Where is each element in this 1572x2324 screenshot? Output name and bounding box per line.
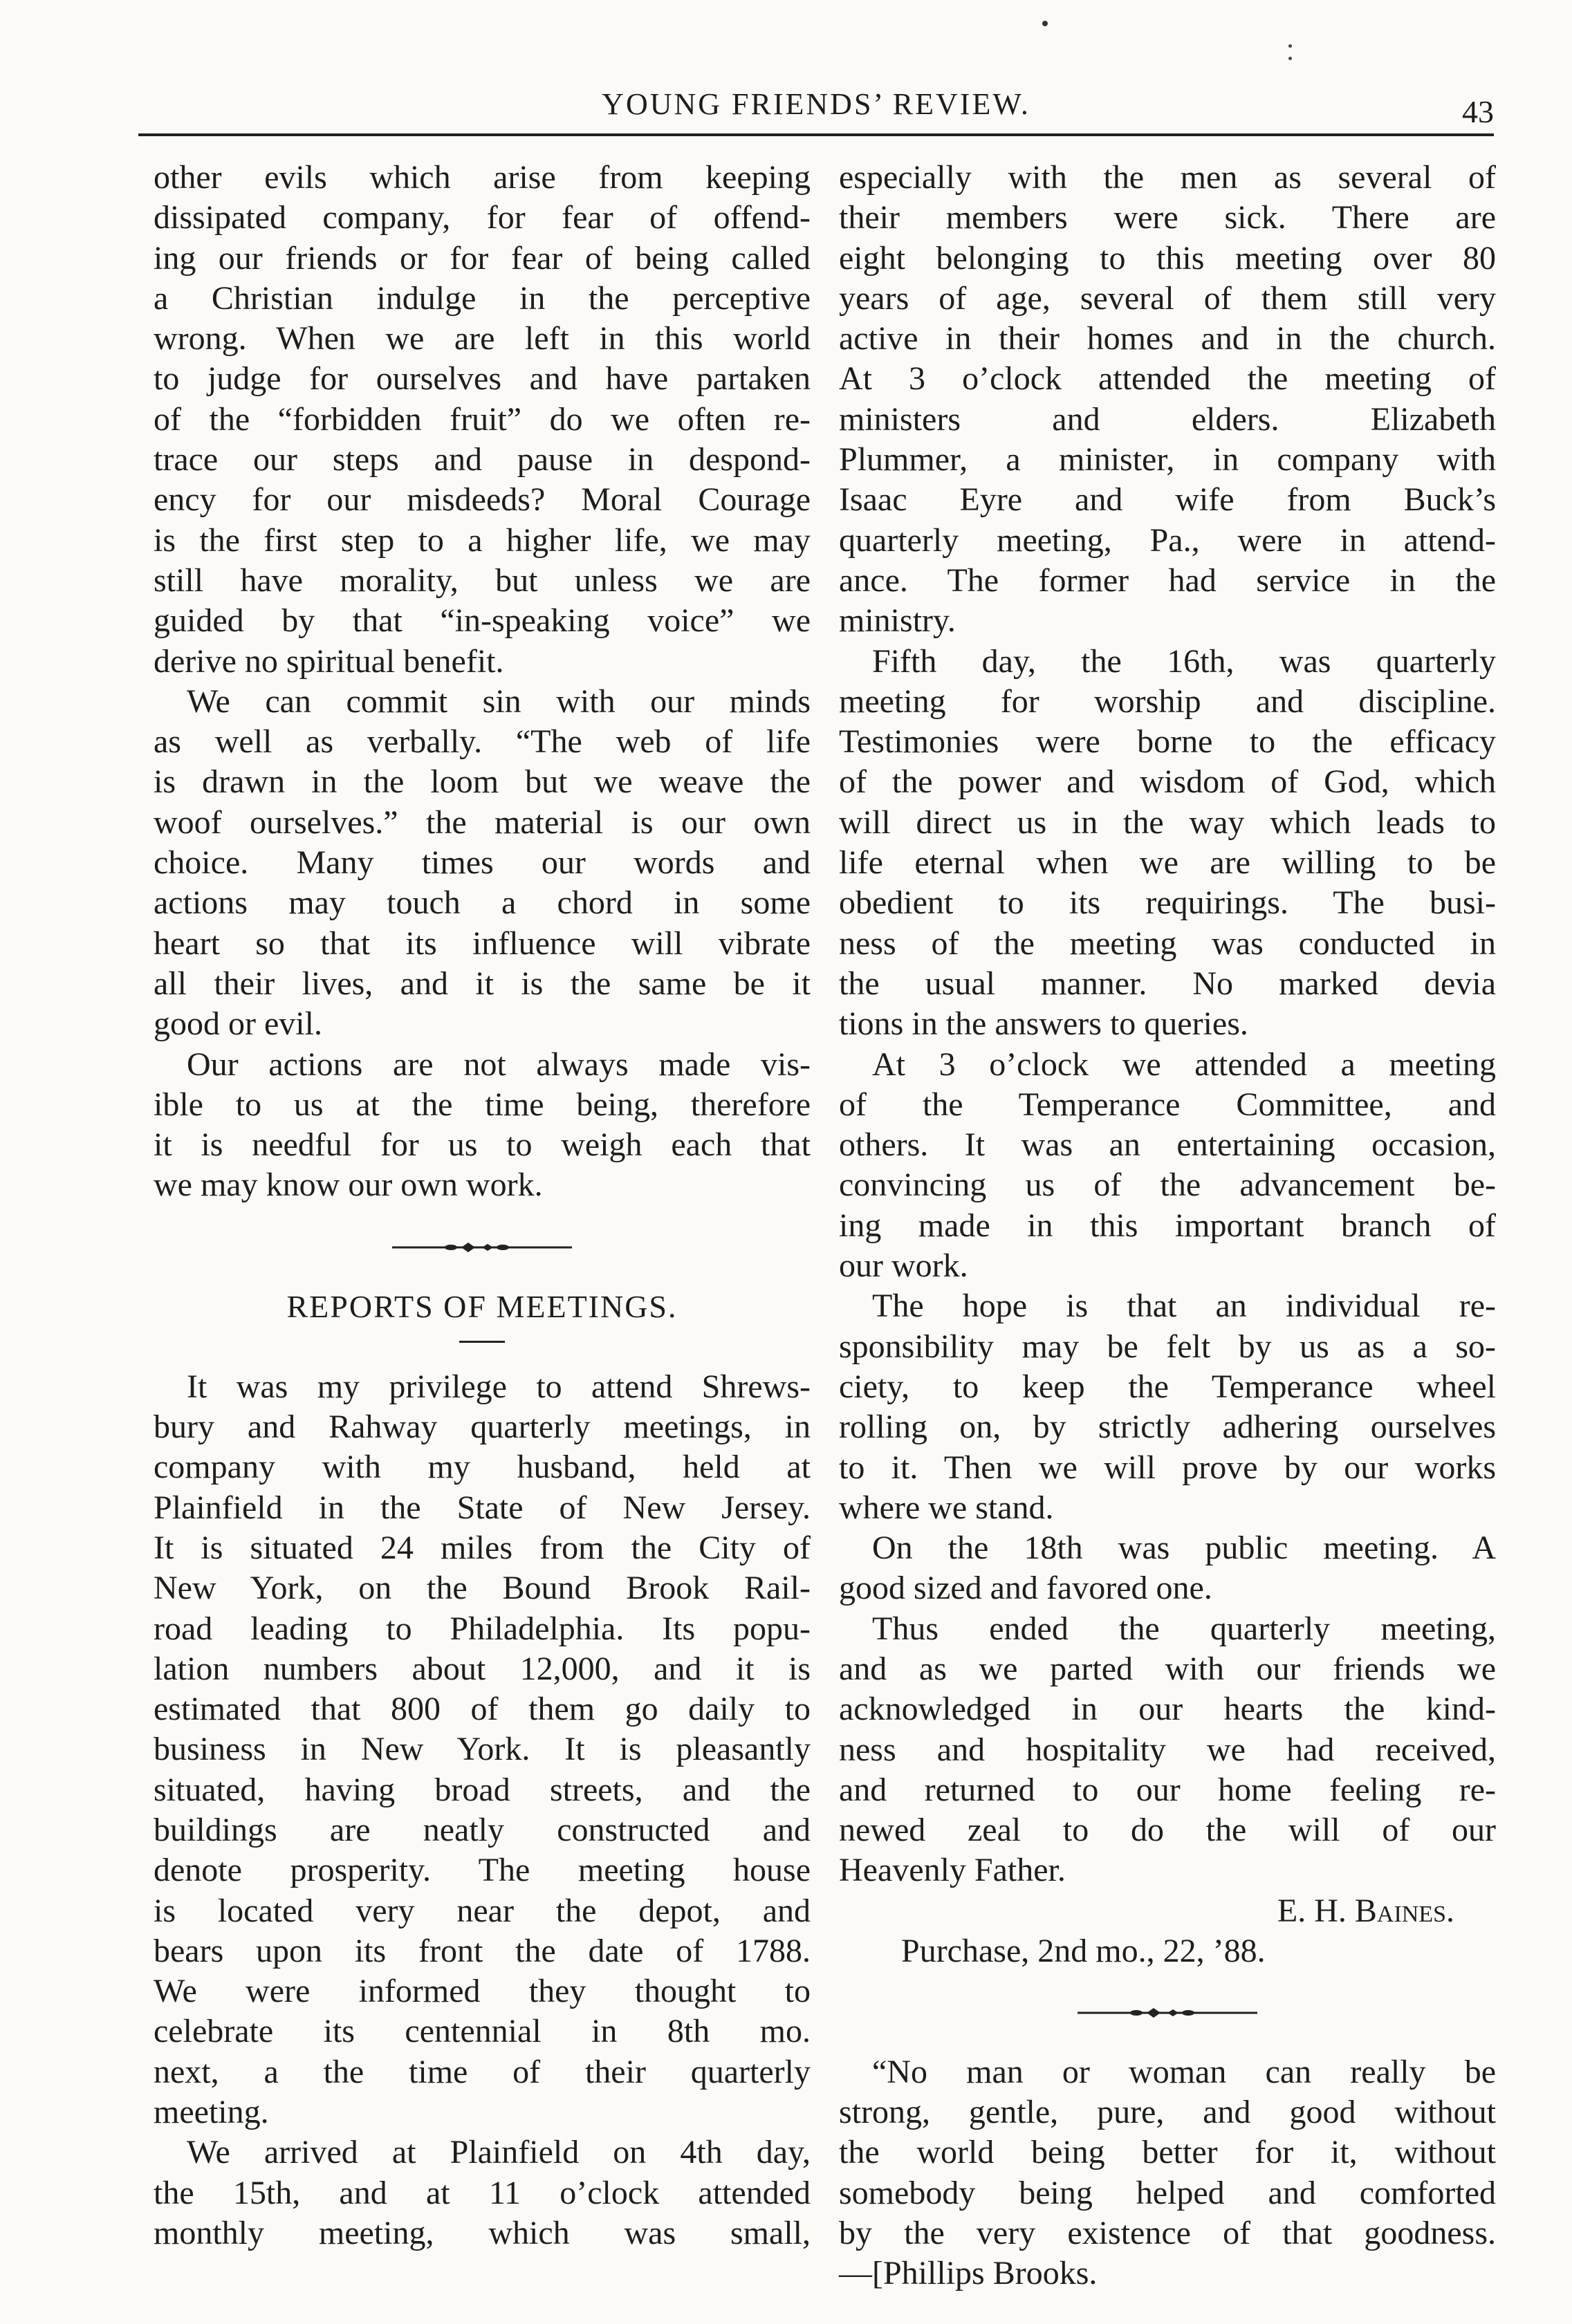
page-header (138, 80, 1494, 135)
text-line: the world being better for it, without (839, 2134, 1496, 2171)
text-line: ministry. (839, 602, 956, 640)
text-line: we may know our own work. (154, 1166, 543, 1204)
short-rule (154, 1327, 811, 1367)
text-line: of the “forbidden fruit” do we often re- (154, 400, 811, 438)
text-line: ing our friends or for fear of being called (154, 239, 811, 277)
text-line: will direct us in the way which leads to (839, 803, 1496, 841)
paragraph (154, 1045, 811, 1206)
text-line: rolling on, by strictly adhering ourselves (839, 1409, 1496, 1446)
text-line: ness and hospitality we had received, (839, 1731, 1496, 1768)
text-line: business in New York. It is pleasantly (154, 1731, 811, 1768)
text-line: Heavenly Father. (839, 1852, 1066, 1889)
text-line: monthly meeting, which was small, (154, 2214, 811, 2251)
text-line: tions in the answers to queries. (839, 1005, 1248, 1043)
text-line: We arrived at Plainfield on 4th day, (187, 2134, 811, 2171)
page-number: 43 (1462, 94, 1494, 129)
text-line: company with my husband, held at (154, 1449, 811, 1486)
text-line: choice. Many times our words and (154, 844, 811, 882)
paragraph (839, 1286, 1496, 1528)
text-line: guided by that “in-speaking voice” we (154, 602, 811, 640)
text-line: somebody being helped and comforted (839, 2174, 1496, 2211)
text-line: ance. The former had service in the (839, 561, 1496, 599)
print-speck (1042, 21, 1048, 26)
print-speck (1288, 44, 1292, 48)
text-line: We can commit sin with our minds (187, 682, 811, 720)
text-line: others. It was an entertaining occasion, (839, 1126, 1496, 1164)
text-line: and returned to our home feeling re- (839, 1771, 1496, 1808)
text-line: it is needful for us to weigh each that (154, 1126, 811, 1164)
text-line: meeting. (154, 2094, 269, 2131)
text-line: to judge for ourselves and have partaken (154, 360, 811, 398)
text-line: ible to us at the time being, therefore (154, 1086, 811, 1123)
text-line: heart so that its influence will vibrate (154, 924, 811, 962)
paragraph (839, 642, 1496, 1045)
right-column (839, 158, 1496, 2294)
section-heading: REPORTS OF MEETINGS. (286, 1288, 678, 1324)
text-line: our work. (839, 1247, 968, 1285)
text-line: On the 18th was public meeting. A (872, 1530, 1496, 1567)
text-line: Isaac Eyre and wife from Buck’s (839, 481, 1496, 519)
text-line: convincing us of the advancement be- (839, 1166, 1496, 1204)
text-line: by the very existence of that goodness. (839, 2214, 1496, 2251)
text-line: good or evil. (154, 1005, 322, 1043)
text-line: woof ourselves.” the material is our own (154, 803, 811, 841)
quotation (839, 2052, 1496, 2294)
text-line: Our actions are not always made vis- (187, 1045, 811, 1083)
text-line: newed zeal to do the will of our (839, 1812, 1496, 1849)
text-line: sponsibility may be felt by us as a so- (839, 1328, 1496, 1365)
text-line: New York, on the Bound Brook Rail- (154, 1570, 811, 1607)
text-line: active in their homes and in the church. (839, 320, 1496, 357)
text-line: meeting for worship and discipline. (839, 682, 1496, 720)
text-line: derive no spiritual benefit. (154, 642, 504, 680)
text-line: celebrate its centennial in 8th mo. (154, 2013, 811, 2050)
paragraph (154, 158, 811, 682)
text-line: a Christian indulge in the perceptive (154, 279, 811, 317)
text-line: bears upon its front the date of 1788. (154, 1932, 811, 1969)
text-line: actions may touch a chord in some (154, 884, 811, 922)
text-line: is located very near the depot, and (154, 1892, 811, 1929)
running-title: YOUNG FRIENDS’ REVIEW. (602, 87, 1030, 121)
text-line: acknowledged in our hearts the kind- (839, 1691, 1496, 1728)
text-line: the 15th, and at 11 o’clock attended (154, 2174, 811, 2211)
text-line: ency for our misdeeds? Moral Courage (154, 481, 811, 519)
paragraph (154, 1367, 811, 2133)
text-line: quarterly meeting, Pa., were in attend- (839, 521, 1496, 559)
text-line: and as we parted with our friends we (839, 1650, 1496, 1687)
dateline: Purchase, 2nd mo., 22, ’88. (901, 1932, 1266, 1969)
text-line: ciety, to keep the Temperance wheel (839, 1368, 1496, 1405)
text-line: It was my privilege to attend Shrews- (187, 1368, 811, 1405)
text-line: estimated that 800 of them go daily to (154, 1691, 811, 1728)
text-line: obedient to its requirings. The busi- (839, 884, 1496, 922)
text-line: good sized and favored one. (839, 1570, 1212, 1607)
text-line: The hope is that an individual re- (872, 1288, 1496, 1325)
text-line: other evils which arise from keeping (154, 159, 811, 196)
text-line: Testimonies were borne to the efficacy (839, 723, 1496, 761)
section-divider-ornament (154, 1206, 811, 1287)
signature (839, 1891, 1496, 1931)
text-line: ing made in this important branch of (839, 1207, 1496, 1244)
ornament-icon (392, 1240, 572, 1254)
signature-text: E. H. Baines. (1277, 1892, 1454, 1929)
text-line: eight belonging to this meeting over 80 (839, 239, 1496, 277)
text-line: ministers and elders. Elizabeth (839, 400, 1496, 438)
text-line: is the first step to a higher life, we may (154, 521, 811, 559)
text-line: Plummer, a minister, in company with (839, 441, 1496, 478)
text-line: ness of the meeting was conducted in (839, 924, 1496, 962)
header-rule (138, 133, 1494, 136)
ornament-icon (1078, 2006, 1257, 2020)
paragraph (839, 1045, 1496, 1287)
text-line: road leading to Philadelphia. Its popu- (154, 1610, 811, 1647)
text-line: dissipated company, for fear of offend- (154, 199, 811, 236)
text-line: their members were sick. There are (839, 199, 1496, 236)
text-line: bury and Rahway quarterly meetings, in (154, 1409, 811, 1446)
text-line: all their lives, and it is the same be it (154, 965, 811, 1002)
paragraph (154, 682, 811, 1045)
paragraph (154, 2132, 811, 2253)
text-line: the usual manner. No marked devia (839, 965, 1496, 1002)
text-line: strong, gentle, pure, and good without (839, 2094, 1496, 2131)
text-line: life eternal when we are willing to be (839, 844, 1496, 882)
text-line: still have morality, but unless we are (154, 561, 811, 599)
text-line: situated, having broad streets, and the (154, 1771, 811, 1808)
paragraph (839, 1528, 1496, 1609)
text-line: Thus ended the quarterly meeting, (872, 1610, 1496, 1647)
text-line: We were informed they thought to (154, 1973, 811, 2010)
text-line: where we stand. (839, 1489, 1054, 1526)
left-column (154, 158, 811, 2253)
text-line: is drawn in the loom but we weave the (154, 763, 811, 801)
text-line: Fifth day, the 16th, was quarterly (872, 642, 1496, 680)
text-line: trace our steps and pause in despond- (154, 441, 811, 478)
text-line: —[Phillips Brooks. (839, 2255, 1098, 2292)
section-divider-ornament (839, 1971, 1496, 2052)
text-line: years of age, several of them still very (839, 279, 1496, 317)
text-line: of the power and wisdom of God, which (839, 763, 1496, 801)
text-line: as well as verbally. “The web of life (154, 723, 811, 761)
text-line: buildings are neatly constructed and (154, 1811, 811, 1848)
print-speck (1288, 57, 1292, 60)
text-line: wrong. When we are left in this world (154, 320, 811, 357)
text-line: to it. Then we will prove by our works (839, 1449, 1496, 1486)
text-line: At 3 o’clock we attended a meeting (872, 1045, 1496, 1083)
paragraph (839, 158, 1496, 642)
text-line: denote prosperity. The meeting house (154, 1852, 811, 1889)
text-line: of the Temperance Committee, and (839, 1086, 1496, 1123)
text-line: At 3 o’clock attended the meeting of (839, 360, 1496, 398)
text-line: especially with the men as several of (839, 159, 1496, 196)
text-line: It is situated 24 miles from the City of (154, 1529, 811, 1566)
text-line: lation numbers about 12,000, and it is (154, 1650, 811, 1687)
paragraph (839, 1609, 1496, 1891)
text-line: next, a the time of their quarterly (154, 2053, 811, 2090)
text-line: Plainfield in the State of New Jersey. (154, 1489, 811, 1526)
text-line: “No man or woman can really be (872, 2053, 1496, 2090)
